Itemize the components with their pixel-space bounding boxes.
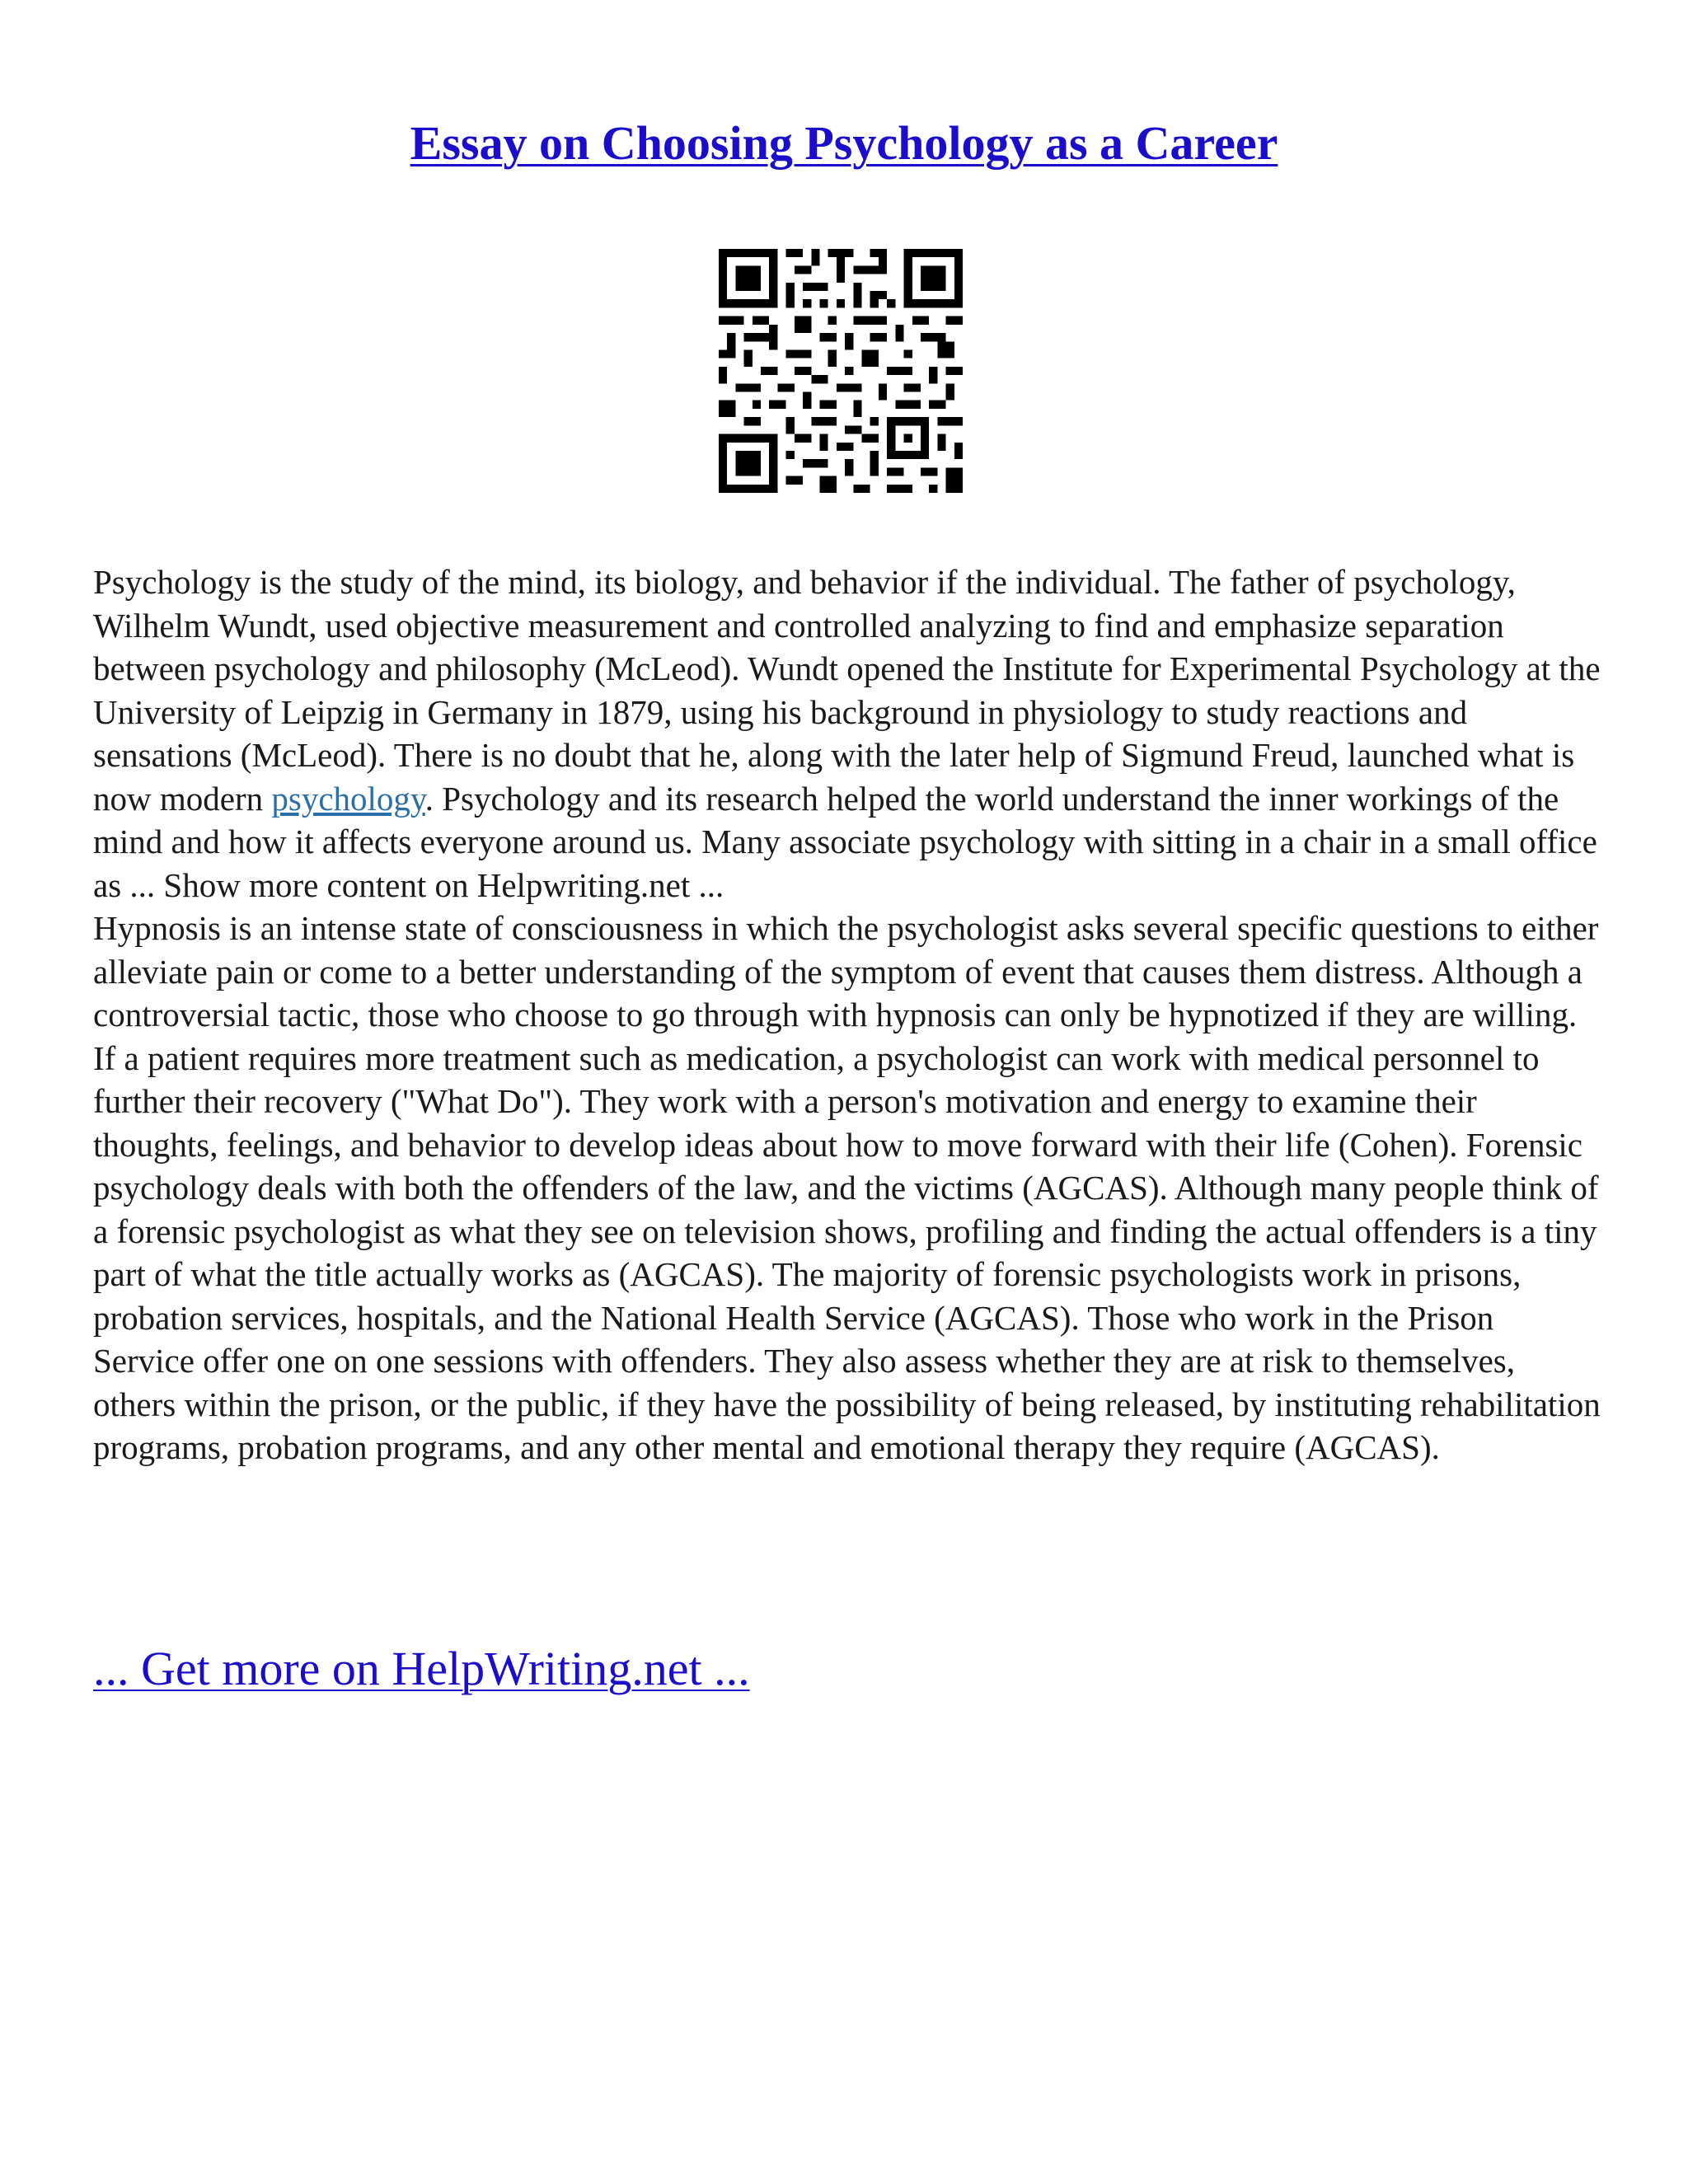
title-link[interactable]: Essay on Choosing Psychology as a Career bbox=[410, 116, 1278, 170]
get-more-link[interactable]: ... Get more on HelpWriting.net ... bbox=[93, 1642, 750, 1695]
get-more-container bbox=[93, 1640, 750, 1698]
paragraph-1-text-end: . Psychology and its research helped the world understand the inner workings of the mind and how it affects everyone around us. Many associate psychology with sitting in a chair in a small office as ... Show more content on Helpwriting.net ... bbox=[93, 779, 1597, 904]
page-title bbox=[0, 114, 1688, 173]
essay-paragraph-2: Hypnosis is an intense state of consciousness in which the psychologist asks several specific questions to either alleviate pain or come to a better understanding of the symptom of event that causes them distress. Although a controversial tactic, those who choose to go through with hypnosis can only be hypnotized if they are willing. If a patient requires more treatment such as medication, a psychologist can work with medical personnel to further their recovery ("What Do"). They work with a person's motivation and energy to examine their thoughts, feelings, and behavior to develop ideas about how to move forward with their life (Cohen). Forensic psychology deals with both the offenders of the law, and the victims (AGCAS). Although many people think of a forensic psychologist as what they see on television shows, profiling and finding the actual offenders is a tiny part of what the title actually works as (AGCAS). The majority of forensic psychologists work in prisons, probation services, hospitals, and the National Health Service (AGCAS). Those who work in the Prison Service offer one on one sessions with offenders. They also assess whether they are at risk to themselves, others within the prison, or the public, if they have the possibility of being released, by instituting rehabilitation programs, probation programs, and any other mental and emotional therapy they require (AGCAS). bbox=[93, 909, 1601, 1466]
paragraph-1-text-start: Psychology is the study of the mind, its biology, and behavior if the individual. The father of psychology, Wilhelm Wundt, used objective measurement and controlled analyzing to find and emphasize separation between psychology and philosophy (McLeod). Wundt opened the Institute for Experimental Psychology at the University of Leipzig in Germany in 1879, using his background in physiology to study reactions and sensations (McLeod). There is no doubt that he, along with the later help of Sigmund Freud, launched what is now modern bbox=[93, 563, 1601, 818]
qr-code-icon bbox=[719, 249, 963, 493]
essay-paragraph-1 bbox=[93, 560, 1601, 907]
essay-body bbox=[93, 560, 1601, 1469]
psychology-link[interactable]: psychology bbox=[271, 779, 425, 818]
